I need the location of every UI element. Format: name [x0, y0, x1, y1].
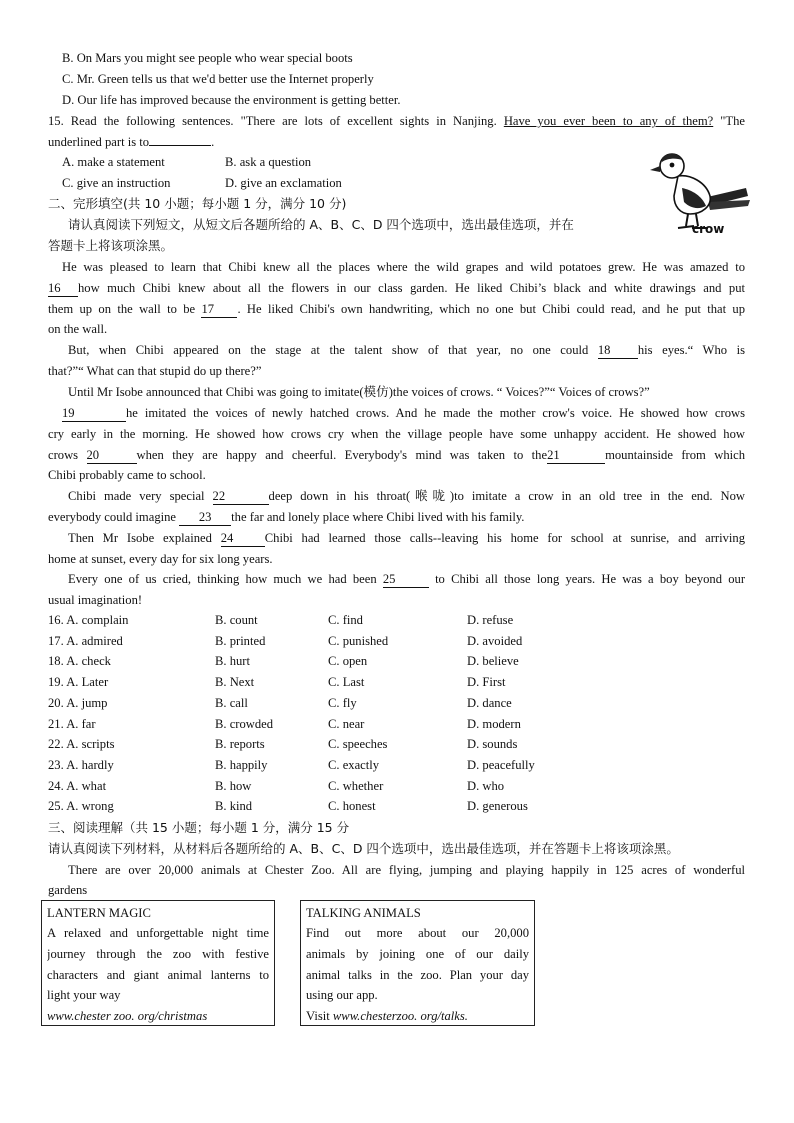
q15-option-d: D. give an exclamation [225, 176, 342, 190]
option-q20-c: C. fly [328, 695, 357, 710]
passage-line: usual imagination! [48, 593, 143, 607]
box-line: animals by joining one of our daily [306, 946, 529, 961]
option-q20-b: B. call [215, 695, 248, 710]
passage-line: Every one of us cried, thinking how much we had been 25 to Chibi all those long years. He was a boy beyond our [68, 572, 745, 586]
q15-stem: 15. Read the following sentences. "There are lots of excellent sights in Nanjing. Have you ever been to any of them? "The [48, 114, 745, 128]
box-line: A relaxed and unforgettable night time [47, 926, 269, 940]
passage-line: He was pleased to learn that Chibi knew all the places where the wild grapes and wild potatoes grew. He was amazed to [62, 260, 745, 274]
option-q22-a: 22. A. scripts [48, 737, 115, 752]
passage-line: Chibi probably came to school. [48, 468, 206, 482]
blank-19: 19 [62, 405, 126, 422]
passage-line: them up on the wall to be 17 . He liked Chibi's own handwriting, which no one but Chibi could read, and he put that up [48, 302, 745, 316]
option-q25-c: C. honest [328, 799, 376, 814]
section2-heading: 二、完形填空(共 10 小题；每小题 1 分，满分 10 分) [48, 196, 347, 211]
option-q22-b: B. reports [215, 737, 265, 752]
blank-24: 24 [221, 530, 265, 547]
q15-option-b: B. ask a question [225, 155, 312, 169]
crow-illustration [648, 148, 754, 240]
blank-22: 22 [213, 488, 269, 505]
option-q25-b: B. kind [215, 799, 253, 814]
option-q16-b: B. count [215, 613, 258, 627]
option-q23-c: C. exactly [328, 757, 380, 772]
box-visit-line: Visit www.chesterzoo. org/talks. [306, 1009, 468, 1024]
option-q19-b: B. Next [215, 675, 255, 690]
q15-underlined: Have you ever been to any of them? [503, 114, 714, 128]
talking-animals-url[interactable]: www.chesterzoo. org/talks. [332, 1009, 468, 1024]
box-line: characters and giant animal lanterns to [47, 967, 269, 982]
option-q24-a: 24. A. what [48, 778, 107, 793]
box-line: journey through the zoo with festive [47, 946, 269, 961]
section2-instruction: 请认真阅读下列短文，从短文后各题所给的 A、B、C、D 四个选项中，选出最佳选项，并在 [68, 217, 574, 232]
option-q24-c: C. whether [328, 778, 384, 793]
option-q21-a: 21. A. far [48, 716, 96, 731]
passage-line: that?”“ What can that stupid do up there?” [48, 364, 262, 378]
passage-line: on the wall. [48, 322, 108, 336]
option-q17-d: D. avoided [467, 633, 523, 648]
option-q18-d: D. believe [467, 654, 519, 669]
option-q16-a: 16. A. complain [48, 613, 129, 627]
passage-line: Then Mr Isobe explained 24 Chibi had learned those calls--leaving his home for school at sunrise, and arriving [68, 531, 745, 545]
option-q18-c: C. open [328, 654, 368, 669]
option-q25-a: 25. A. wrong [48, 799, 114, 814]
passage-line: 16 how much Chibi knew about all the flowers in our class garden. He liked Chibi’s black and white drawings and put [48, 281, 745, 295]
q14-option-b: B. On Mars you might see people who wear special boots [62, 51, 353, 65]
blank-16: 16 [48, 280, 78, 297]
option-q20-a: 20. A. jump [48, 695, 108, 710]
blank-18: 18 [598, 342, 638, 359]
option-q19-d: D. First [467, 675, 506, 690]
option-q20-d: D. dance [467, 695, 512, 710]
box-line: Find out more about our 20,000 [306, 926, 529, 940]
crow-label: crow [692, 222, 725, 236]
section2-instruction-cont: 答题卡上将该项涂黑。 [48, 238, 174, 253]
option-q17-b: B. printed [215, 633, 266, 648]
option-q22-d: D. sounds [467, 737, 518, 752]
passage-line: cry early in the morning. He showed how crows cry when the village people have some unhappy accident. He showed how [48, 427, 745, 441]
option-q25-d: D. generous [467, 799, 528, 814]
box-title: TALKING ANIMALS [306, 906, 421, 920]
passage-line: everybody could imagine 23 the far and lonely place where Chibi lived with his family. [48, 510, 525, 524]
blank-20: 20 [87, 447, 137, 464]
passage-line: Chibi made very special 22 deep down in his throat(喉咙)to imitate a crow in an old tree in the end. Now [68, 489, 745, 503]
talking-animals-box [300, 900, 535, 1026]
option-q23-b: B. happily [215, 757, 268, 772]
option-q24-d: D. who [467, 778, 505, 793]
q15-option-c: C. give an instruction [62, 176, 171, 190]
option-q24-b: B. how [215, 778, 252, 793]
passage-line: Until Mr Isobe announced that Chibi was going to imitate(模仿)the voices of crows. “ Voices?”“ Voices of crows?” [68, 385, 650, 399]
blank-21: 21 [547, 447, 605, 464]
option-q21-d: D. modern [467, 716, 521, 731]
option-q23-d: D. peacefully [467, 757, 535, 772]
blank-25: 25 [383, 571, 429, 588]
passage-line: But, when Chibi appeared on the stage at the talent show of that year, no one could 18 his eyes.“ Who is [68, 343, 745, 357]
option-q19-a: 19. A. Later [48, 675, 109, 690]
option-q18-a: 18. A. check [48, 654, 111, 669]
section3-heading: 三、阅读理解（共 15 小题；每小题 1 分，满分 15 分 [48, 820, 350, 835]
q15-option-a: A. make a statement [62, 155, 165, 169]
option-q21-b: B. crowded [215, 716, 274, 731]
section3-intro-cont: gardens [48, 883, 88, 897]
lantern-magic-box [41, 900, 275, 1026]
box-line: light your way [47, 988, 121, 1003]
option-q16-c: C. find [328, 613, 363, 627]
option-q17-a: 17. A. admired [48, 633, 123, 648]
option-q21-c: C. near [328, 716, 365, 731]
q15-stem-line2: underlined part is to . [48, 135, 215, 149]
passage-line: crows 20 when they are happy and cheerful. Everybody's mind was taken to the21 mountainside from which [48, 448, 745, 462]
option-q23-a: 23. A. hardly [48, 757, 114, 772]
option-q17-c: C. punished [328, 633, 389, 648]
option-q18-b: B. hurt [215, 654, 250, 669]
q14-option-d: D. Our life has improved because the environment is getting better. [62, 93, 401, 107]
box-line: animal talks in the zoo. Plan your day [306, 967, 529, 982]
option-q16-d: D. refuse [467, 613, 514, 627]
passage-line: 19 he imitated the voices of newly hatched crows. And he made the mother crow's voice. He showed how crows [62, 406, 745, 420]
blank-17: 17 [201, 301, 237, 318]
section3-intro: There are over 20,000 animals at Chester Zoo. All are flying, jumping and playing happily in 125 acres of wonderful [68, 863, 745, 877]
option-q22-c: C. speeches [328, 737, 388, 752]
section3-instruction: 请认真阅读下列材料，从材料后各题所给的 A、B、C、D 四个选项中，选出最佳选项，并在答题卡上将该项涂黑。 [48, 841, 679, 856]
lantern-magic-url[interactable]: www.chester zoo. org/christmas [47, 1009, 208, 1024]
blank-23: 23 [179, 509, 231, 526]
passage-line: home at sunset, every day for six long years. [48, 552, 273, 566]
q14-option-c: C. Mr. Green tells us that we'd better use the Internet properly [62, 72, 374, 86]
option-q19-c: C. Last [328, 675, 365, 690]
box-line: using our app. [306, 988, 378, 1003]
box-title: LANTERN MAGIC [47, 906, 151, 920]
